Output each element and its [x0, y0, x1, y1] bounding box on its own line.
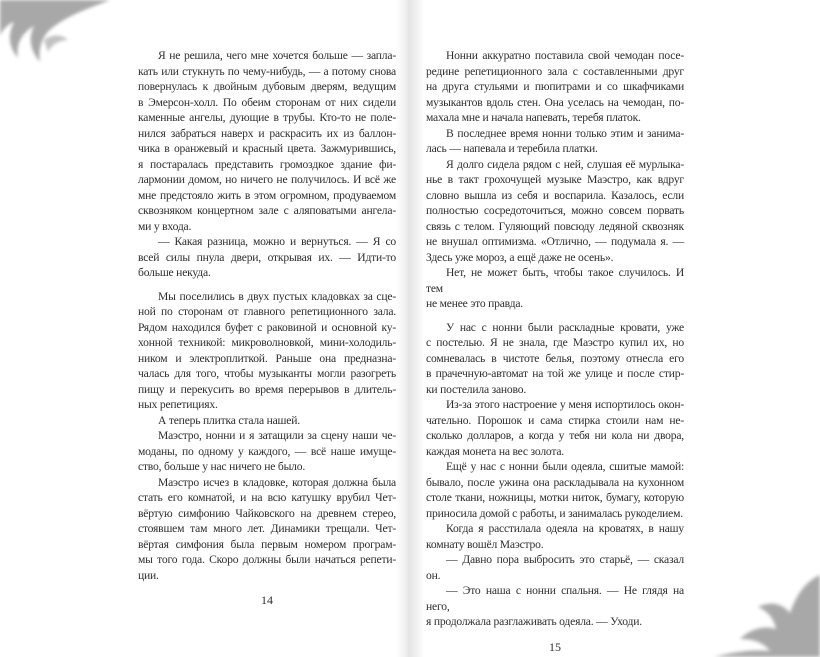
paragraph [426, 521, 684, 552]
text-line: вёртая симфония была первым номером програм- [138, 537, 396, 551]
text-line: В последнее время нонни только этим и занима- [446, 126, 684, 140]
text-line: в прачечную-автомат на той же улице и после стир- [426, 367, 684, 380]
right-page [410, 0, 820, 657]
text-line: не внушал оптимизма. «Отлично, — подумала я. — [426, 235, 684, 248]
text-line: Я не решила, чего мне хочется больше — запла- [158, 49, 396, 62]
text-line: чалась для того, чтобы музыканты могли разогреть [138, 367, 396, 380]
text-line: мне предстояло жить в этом огромном, продуваемом [138, 188, 396, 202]
text-line: с постелью. Я не знала, где Маэстро купил их, но [426, 336, 684, 349]
text-line: Ещё у нас с нонни были одеяла, сшитые мамой: [446, 460, 684, 473]
text-line: каждая монета на вес золота. [426, 444, 564, 458]
paragraph [138, 289, 396, 413]
paragraph [426, 397, 684, 459]
paragraph [426, 48, 684, 126]
paragraph [426, 552, 684, 583]
text-line: больше некуда. [138, 266, 211, 279]
text-line: чика в оранжевый и красный цвета. Зажмурившись, [138, 142, 396, 155]
text-line: стать его комнатой, и на всю катушку врубил Чет- [138, 491, 396, 504]
section-break [138, 281, 396, 289]
text-line: лармонии домом, но ничего не получилось. И всё же [138, 173, 396, 186]
text-line: Нонни аккуратно поставила свой чемодан посе- [446, 49, 684, 62]
text-line: сколько долларов, а когда у тебя ни кола ни двора, [426, 429, 684, 442]
text-line: бывало, после ужина она раскладывала на кухонном [426, 475, 684, 489]
text-line: А теперь плитка стала нашей. [158, 413, 300, 427]
text-line: всей силы пнула двери, открывая их. — Идти-то [138, 250, 396, 264]
text-line: Маэстро исчез в кладовке, которая должна была [158, 475, 396, 489]
text-line: нье в такт грохочущей музыке Маэстро, как вдруг [426, 173, 684, 186]
text-line: Я долго сидела рядом с ней, слушая её мурлыка- [446, 157, 684, 171]
text-line: сквозняком концертном зале с аляповатыми ангела- [138, 204, 396, 217]
paragraph [426, 320, 684, 398]
left-page-body [138, 48, 396, 608]
text-line: махала мне и начала напевать, теребя платок. [426, 111, 641, 124]
text-line: — Это наша с нонни спальня. — Не глядя на него, [426, 584, 684, 613]
section-break [426, 312, 684, 320]
paragraph [138, 234, 396, 281]
text-line: чательно. Порошок и сама стирка стоили нам не- [426, 413, 684, 427]
text-line: лась — напевала и теребила платки. [426, 142, 598, 155]
text-line: приносила домой с работы, и занималась рукоделием. [426, 506, 683, 520]
right-page-text [426, 48, 684, 630]
text-line: Из-за этого настроение у меня испортилось окон- [446, 398, 684, 411]
text-line: ки постелила заново. [426, 382, 527, 396]
text-line: моданы, по одному у каждого, — всё наше имуще- [138, 444, 396, 458]
page-number: 15 [549, 639, 561, 654]
text-line: столе ткани, ножницы, мотки ниток, бумагу, которую [426, 491, 684, 504]
text-line: ство, больше у нас ничего не было. [138, 460, 306, 473]
text-line: вёртую симфонию Чайковского на древнем стерео, [138, 506, 396, 520]
text-line: каменные ангелы, дующие в трубы. Кто-то не поле- [138, 111, 396, 124]
text-line: — Давно пора выбросить это старьё, — сказал он. [426, 553, 684, 582]
left-page-text [138, 48, 396, 583]
paragraph [426, 126, 684, 157]
text-line: хонной техникой: микроволновкой, мини-холодиль- [138, 336, 396, 349]
brush-stroke-decoration [710, 555, 820, 657]
text-line: ми у входа. [138, 219, 192, 233]
text-line: музыкантов вдоль стен. Она уселась на чемодан, по- [426, 95, 684, 109]
paragraph [426, 459, 684, 521]
text-line: Когда я расстилала одеяла на кроватях, в нашу [446, 522, 684, 535]
text-line: — Какая разница, можно и вернуться. — Я со [158, 235, 396, 248]
text-line: в Эмерсон-холл. По обеим сторонам от них сидели [138, 95, 396, 109]
text-line: комнату вошёл Маэстро. [426, 537, 544, 551]
text-line: ником и электроплиткой. Раньше она предназна- [138, 351, 396, 365]
paragraph [138, 413, 396, 429]
text-line: кать или стукнуть по чему-нибудь, — а потому снова [138, 64, 396, 78]
text-line: я продолжала разглаживать одеяла. — Уходи. [426, 615, 642, 628]
text-line: ной по сторонам от главного репетиционного зала. [138, 305, 396, 318]
text-line: Здесь уже мороз, а ещё даже не осень». [426, 250, 614, 264]
text-line: стоявшем там много лет. Динамики трещали. Чет- [138, 522, 396, 535]
text-line: Маэстро, нонни и я затащили за сцену наши че- [158, 429, 396, 442]
right-page-body [426, 48, 684, 655]
brush-stroke-decoration [0, 0, 120, 80]
text-line: У нас с нонни были раскладные кровати, уже [446, 320, 684, 334]
text-line: мы того года. Скоро должны были начаться репети- [138, 553, 396, 566]
paragraph [138, 428, 396, 475]
paragraph [426, 157, 684, 266]
text-line: повернулась к двойным дубовым дверям, ведущим [138, 80, 396, 93]
text-line: ных репетициях. [138, 398, 218, 411]
text-line: не менее это правда. [426, 297, 523, 310]
text-line: Мы поселились в двух пустых кладовках за сце- [158, 289, 396, 303]
text-line: я постаралась представить громоздкое здание фи- [138, 157, 396, 171]
paragraph [426, 265, 684, 312]
paragraph [138, 475, 396, 584]
paragraph [138, 48, 396, 234]
text-line: ции. [138, 568, 159, 582]
text-line: связь с телом. Гуляющий повсюду ледяной сквозняк [426, 219, 684, 233]
text-line: Нет, не может быть, чтобы такое случилось. И тем [426, 266, 684, 295]
page-number: 14 [261, 593, 273, 607]
text-line: пищу и перекусить во время перерывов в длитель- [138, 382, 396, 396]
text-line: на друга стульями и пюпитрами и со шкафчиками [426, 80, 684, 93]
text-line: Рядом находился буфет с раковиной и основной ку- [138, 320, 396, 334]
text-line: редине репетиционного зала с составленными друг [426, 64, 684, 78]
text-line: нился забраться наверх и раскрасить их из баллон- [138, 126, 396, 140]
text-line: полностью сосредоточиться, можно совсем порвать [426, 204, 684, 217]
text-line: словно вышла из себя и воспарила. Казалось, если [426, 188, 684, 202]
text-line: сомневалась в чистоте белья, поэтому отнесла его [426, 351, 684, 365]
paragraph [426, 583, 684, 630]
